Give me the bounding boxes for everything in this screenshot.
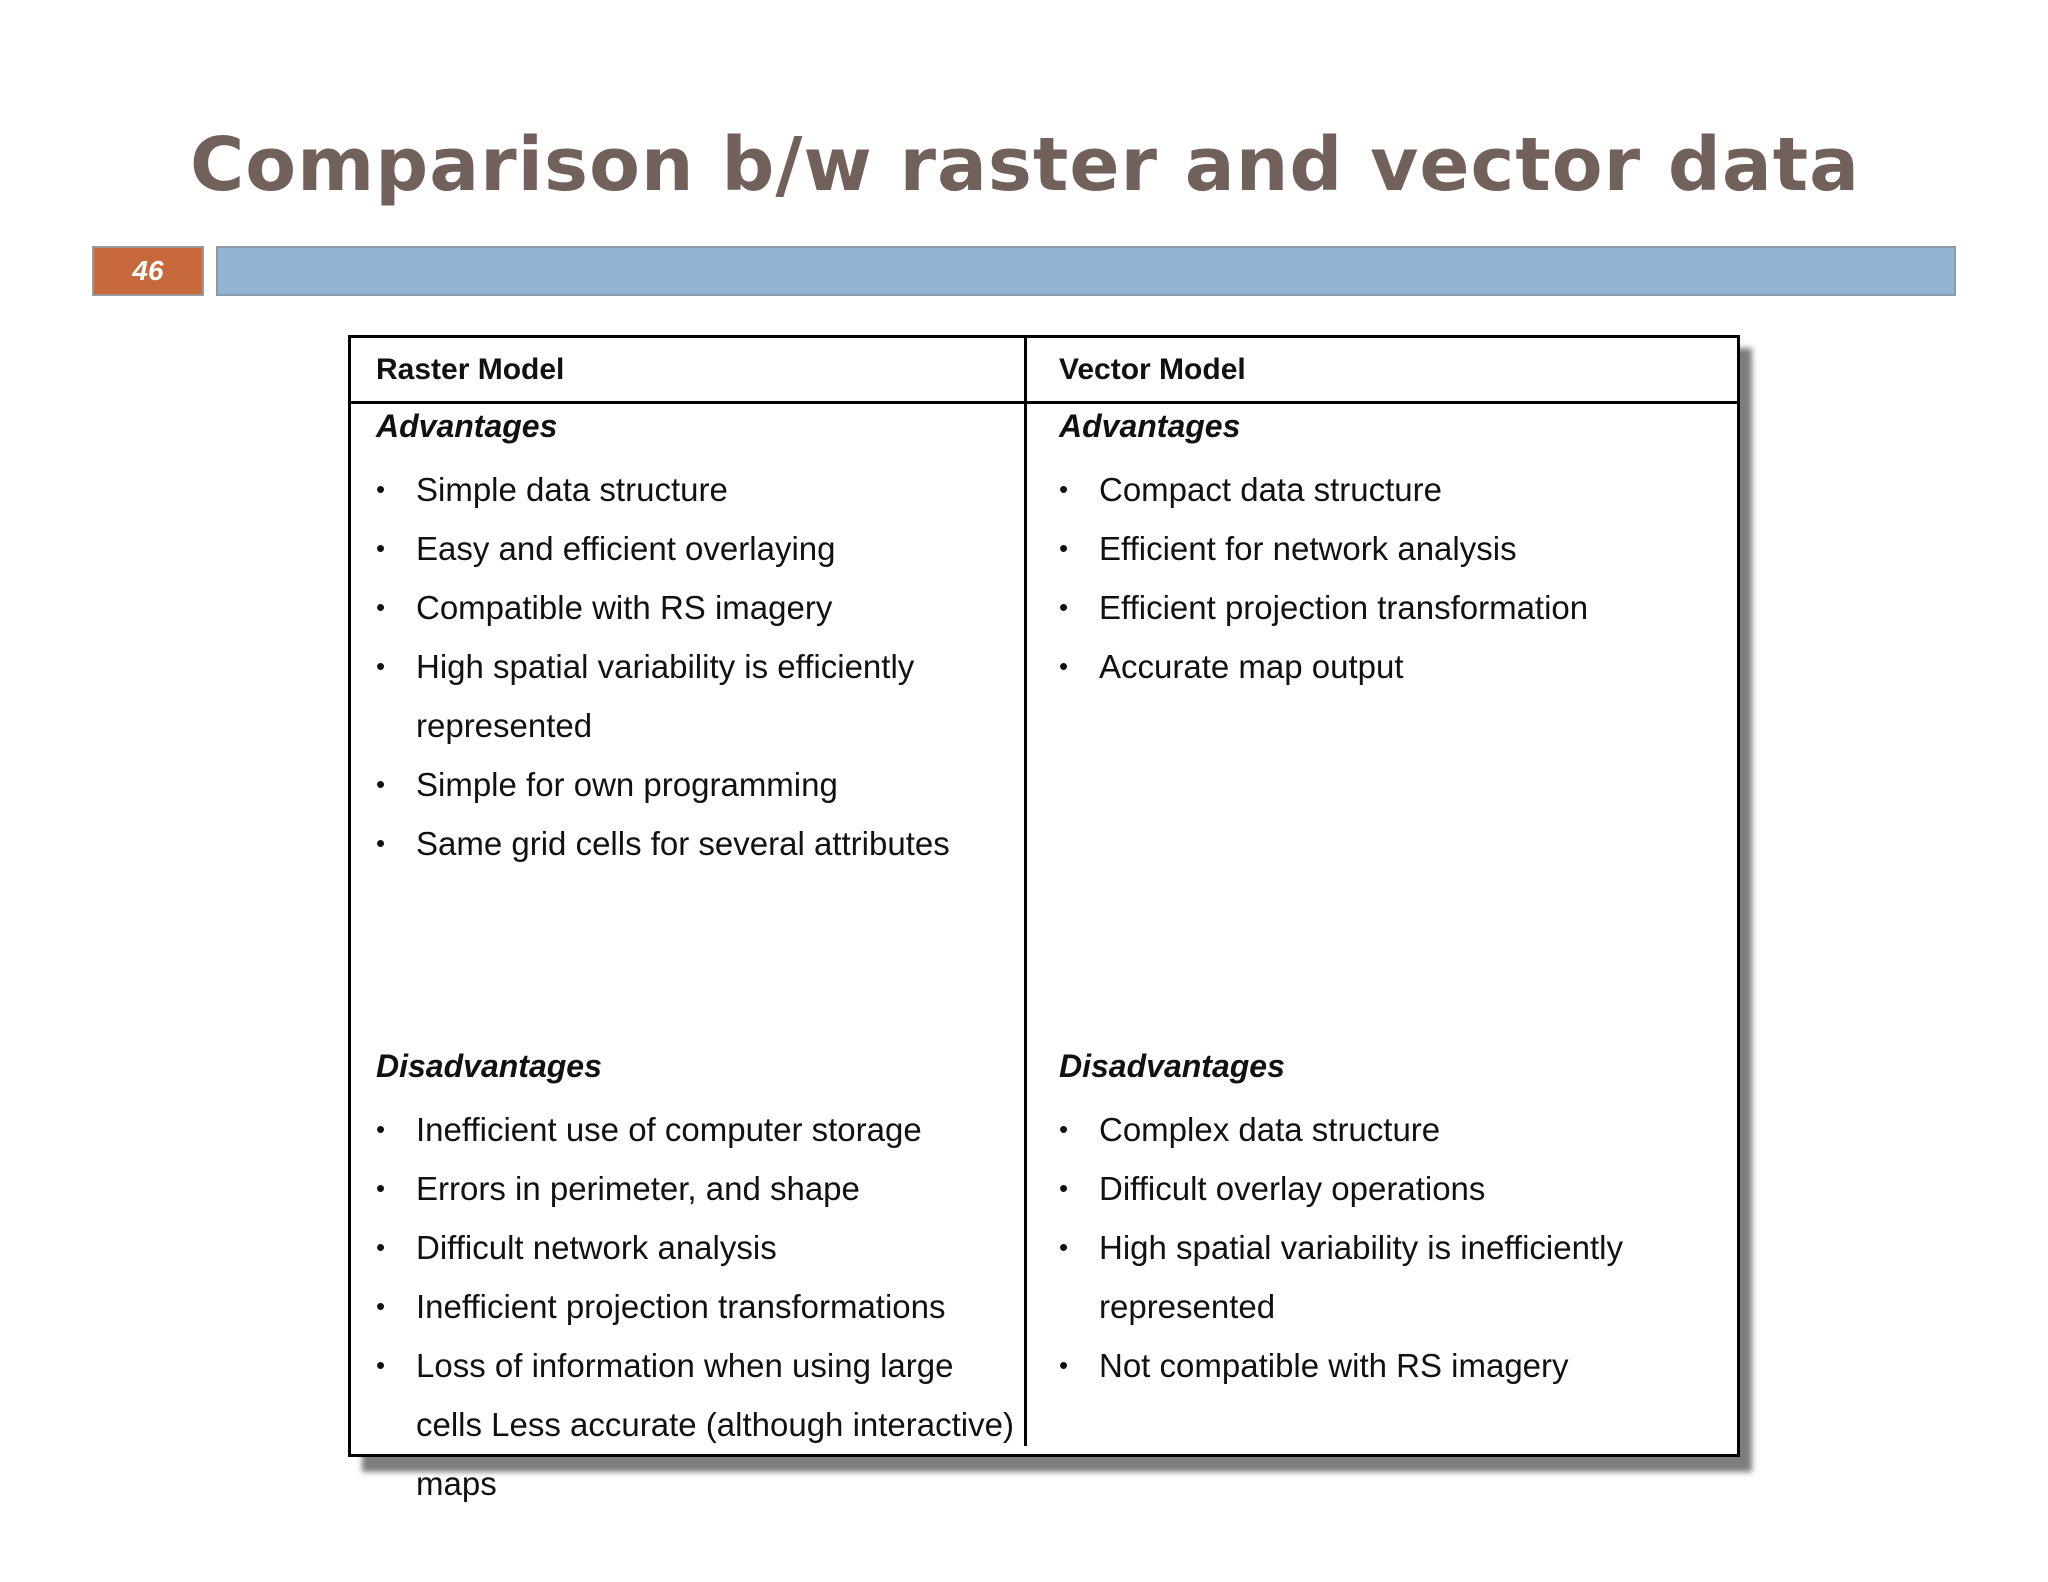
vector-disadvantages: [1059, 1044, 1699, 1395]
vector-advantages-title: Advantages: [1059, 408, 1241, 444]
raster-advantages-title: Advantages: [376, 408, 558, 444]
column-divider: [1024, 338, 1027, 1446]
raster-advantages-list: [376, 460, 1016, 873]
page-number-badge: 46: [92, 246, 204, 296]
list-item: • Inefficient projection transformations: [376, 1277, 1016, 1336]
raster-model-header: Raster Model: [376, 353, 565, 386]
list-item: • Inefficient use of computer storage: [376, 1100, 1016, 1159]
list-item: • Errors in perimeter, and shape: [376, 1159, 1016, 1218]
list-item: • High spatial variability is inefficiently represented: [1059, 1218, 1699, 1336]
vector-column: [1059, 404, 1699, 1384]
comparison-table: [348, 335, 1740, 1502]
vector-advantages-list: [1059, 460, 1699, 696]
list-item: • Compatible with RS imagery: [376, 578, 1016, 637]
vector-disadvantages-title: Disadvantages: [1059, 1048, 1285, 1084]
list-item: • Compact data structure: [1059, 460, 1699, 519]
slide-title: Comparison b/w raster and vector data: [190, 122, 1861, 208]
vector-disadvantages-list: [1059, 1100, 1699, 1395]
list-item: • Not compatible with RS imagery: [1059, 1336, 1699, 1395]
list-item: • Difficult overlay operations: [1059, 1159, 1699, 1218]
raster-disadvantages: [376, 1044, 1016, 1513]
list-item: • Efficient projection transformation: [1059, 578, 1699, 637]
list-item: • Simple data structure: [376, 460, 1016, 519]
list-item: • Simple for own programming: [376, 755, 1016, 814]
list-item: • Loss of information when using large cells Less accurate (although interactive) maps: [376, 1336, 1016, 1513]
vector-model-header: Vector Model: [1059, 353, 1246, 386]
list-item: • Accurate map output: [1059, 637, 1699, 696]
raster-column: [376, 404, 1016, 1502]
list-item: • Efficient for network analysis: [1059, 519, 1699, 578]
raster-disadvantages-title: Disadvantages: [376, 1048, 602, 1084]
list-item: • Same grid cells for several attributes: [376, 814, 1016, 873]
raster-disadvantages-list: [376, 1100, 1016, 1513]
list-item: • High spatial variability is efficiently represented: [376, 637, 1016, 755]
list-item: • Difficult network analysis: [376, 1218, 1016, 1277]
header-bar: [216, 246, 1956, 296]
list-item: • Complex data structure: [1059, 1100, 1699, 1159]
list-item: • Easy and efficient overlaying: [376, 519, 1016, 578]
